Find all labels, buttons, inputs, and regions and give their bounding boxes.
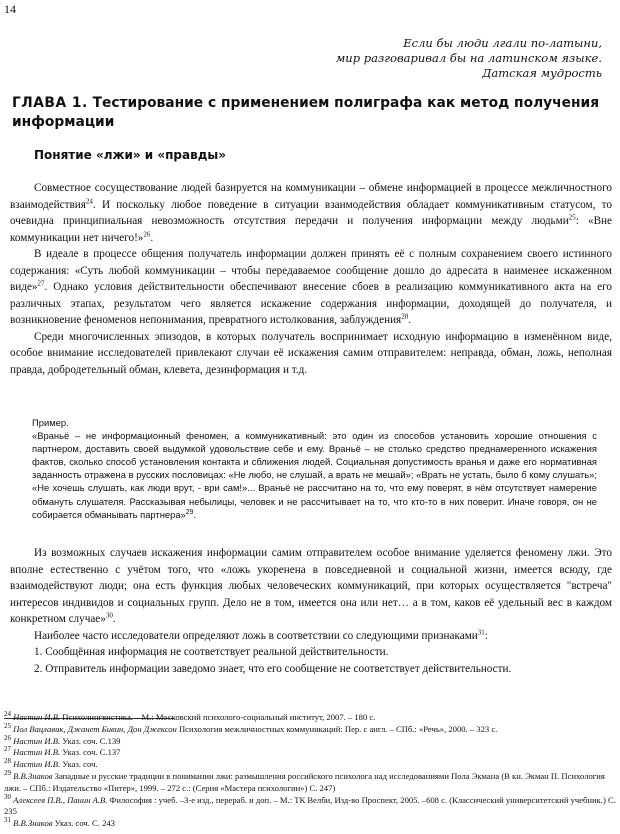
footnote: $^{28}$ Настин И.В. Указ. соч. — [4, 757, 98, 770]
footnote-ref: 25 — [568, 213, 576, 222]
body-text-top — [10, 180, 612, 378]
chapter-heading — [12, 94, 612, 132]
paragraph: Среди многочисленных эпизодов, в которых получатель воспринимает исходную информацию в изменённом виде, особое внимание исследователей привлекают случаи её искажения самим отправителем: неправда, обман, ложь, неполная правда, добродетельный обман, клевета, дезинформация и т.д. — [10, 330, 612, 376]
footnote-ref: 28 — [401, 312, 409, 321]
example-title: Пример. — [32, 417, 69, 428]
footnote: $^{31}$ В.В.Знаков Указ. соч. С. 243 — [4, 816, 115, 829]
epigraph-line: Если бы люди лгали по-латыни, — [403, 36, 602, 50]
section-title: Понятие «лжи» и «правды» — [34, 148, 226, 162]
criteria-list — [10, 644, 612, 677]
paragraph: Наиболее часто исследователи определяют ложь в соответствии со следующими признаками$^{31}$: — [34, 627, 488, 642]
footnote: $^{26}$ Настин И.В. Указ. соч. С.139 — [4, 733, 121, 746]
chapter-label: ГЛАВА 1. — [12, 95, 88, 111]
footnote: $^{24}$ Настин И.В. Психолингвистика. – М.: Московский психолого-социальный институт, 2007. – 180 с. — [4, 710, 376, 722]
example-quote: «Враньё – не информационный феномен, а коммуникативный: это один из способов установить хорошие отношения с партнером, доставить своей выдумкой удовольствие себе и ему. Враньё – не столько средство преднамеренного искажения фактов, сколько способ установления контакта и сближения людей. Социальная допустимость вранья и даже его нормативная заданность отражена в русских пословицах: «Не любо, не слушай, а врать не мешай»; «Врать не устать, было б кому слушать»; «Не хочешь слушать, как люди врут, - ври сам!»... Враньё не рассчитано на то, что ему поверят, в нём отсутствует намерение обмануть слушателя. Рассказывая небылицы, человек и не рассчитывает на то, что кто-то в них поверит. Иначе говоря, он не собирается обманывать партнера»$^{29}$. — [32, 430, 597, 520]
footnote-ref: 30 — [105, 611, 113, 620]
footnotes — [4, 712, 616, 830]
footnote-ref: 26 — [143, 229, 151, 238]
paragraph: В идеале в процессе общения получатель информации должен принять её с полным сохранением своего истинного содержания: «Суть любой коммуникации – чтобы передаваемое сообщение дошло до адресата в наименее искаженном виде»$^{27}$. Однако условия действительности обеспечивают внесение сбоев в реализацию коммуникативного акта на его различных этапах, результатом чего является искажение содержания информации, доходящей до получателя, и возникновение феноменов непонимания, превратного истолкования, заблуждения$^{28}$. — [10, 248, 612, 326]
chapter-title: Тестирование с применением полиграфа как метод получения информации — [12, 95, 600, 130]
footnote: $^{27}$ Настин И.В. Указ. соч. С.137 — [4, 745, 121, 758]
page-number: 14 — [4, 2, 16, 16]
body-text-bottom — [10, 545, 612, 677]
footnote-ref: 24 — [85, 196, 93, 205]
footnote: $^{25}$ Пол Вацлавик, Джанет Бивин, Дон Джексон Психология межличностных коммуникаций: Пер. с англ. – СПб.: «Речь», 2000. – 323 с. — [4, 721, 498, 734]
paragraph: Совместное сосуществование людей базируется на коммуникации – обмене информацией в процессе межличностного взаимодействия$^{24}$. И поскольку любое поведение в ситуации взаимодействия обладает коммуникативным статусом, то очевидна принципиальная невозможность отсутствия передачи и получения информации между людьми$^{25}$: «Вне коммуникации нет ничего!»$^{26}$. — [10, 182, 612, 244]
footnote-ref: 29 — [185, 508, 194, 516]
footnote-ref: 31 — [477, 627, 485, 636]
list-item: 1. Сообщённая информация не соответствует реальной действительности. — [34, 646, 389, 658]
epigraph — [242, 36, 602, 81]
list-item: 2. Отправитель информации заведомо знает, что его сообщение не соответствует действительности. — [34, 662, 512, 675]
paragraph: Из возможных случаев искажения информации самим отправителем особое внимание уделяется феномену лжи. Это вполне естественно с учётом того, что «ложь укоренена в повседневной и социальной жизни, имеется всюду, где взаимодействуют люди; она есть функция любых человеческих коммуникаций, при которых осуществляется "встреча" интересов индивидов и социальных групп. Дело не в том, имеется она или нет… а в том, каков её удельный вес в каждом конкретном случае»$^{30}$. — [10, 547, 612, 625]
epigraph-line: мир разговаривал бы на латинском языке. — [335, 51, 602, 65]
footnote-ref: 27 — [37, 279, 45, 288]
footnote: $^{29}$ В.В.Знаков Западные и русские традиции в понимании лжи: размышления российского психолога над исследованиями Пола Экмана (В кн. Экман П. Психология лжи. – СПб.: Издательство «Питер», 1999. – 272 с.: (Серия «Мастера психологии») С. 247) — [4, 769, 605, 793]
example-block — [32, 416, 597, 521]
footnote: $^{30}$ Алексеев П.В., Панин А.В. Философия : учеб. –3-е изд., перераб. и доп. – М.: ТК Велби, Изд-во Проспект, 2005. –608 с. (Классический университетский учебник.) С. 235 — [4, 792, 616, 817]
epigraph-attribution: Датская мудрость — [482, 66, 602, 80]
